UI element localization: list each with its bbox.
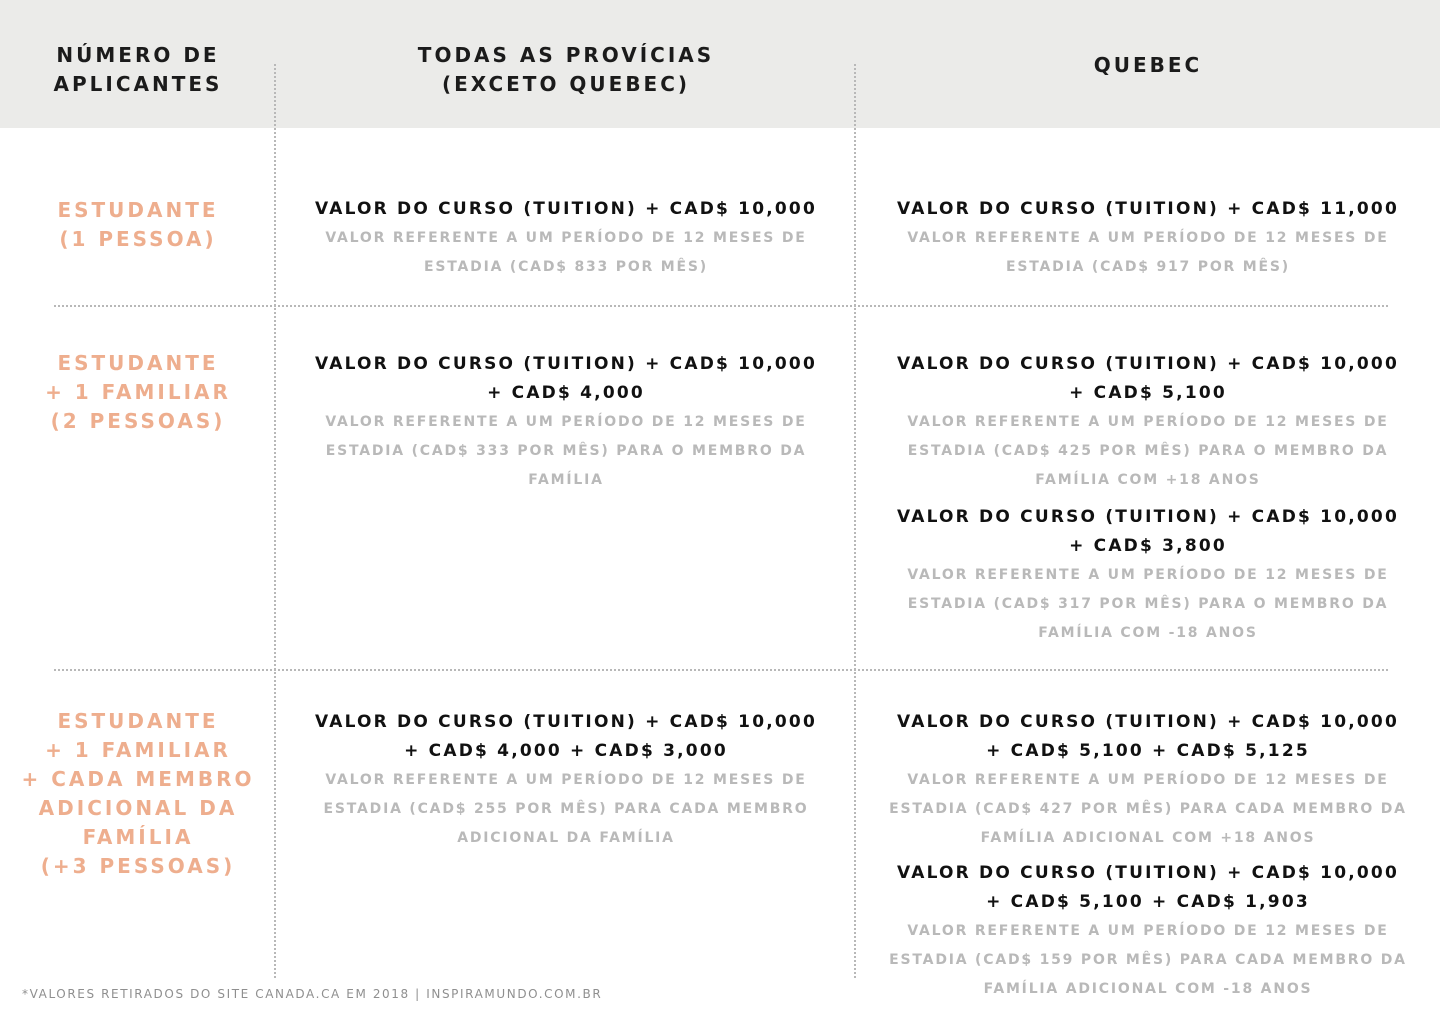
cost-note: FAMÍLIA ADICIONAL COM +18 ANOS [980, 830, 1316, 846]
cost-note: ESTADIA (CAD$ 427 POR MÊS) PARA CADA MEMBRO DA [889, 801, 1407, 817]
row-label-family [0, 707, 276, 881]
header-applicants-line: NÚMERO DE [56, 43, 220, 67]
cost-note: VALOR REFERENTE A UM PERÍODO DE 12 MESES DE [325, 414, 807, 430]
cost-note: FAMÍLIA COM +18 ANOS [1035, 472, 1261, 488]
row-divider [54, 305, 1388, 307]
cost-value: VALOR DO CURSO (TUITION) + CAD$ 10,000 [315, 712, 817, 732]
cost-block [276, 350, 856, 495]
cost-note: VALOR REFERENTE A UM PERÍODO DE 12 MESES DE [907, 230, 1389, 246]
cell-quebec-student [856, 195, 1440, 282]
cost-value: + CAD$ 4,000 + CAD$ 3,000 [404, 741, 728, 761]
source-footnote: *VALORES RETIRADOS DO SITE CANADA.CA EM 2018 | INSPIRAMUNDO.COM.BR [22, 987, 603, 1001]
row-label-line: ESTUDANTE [57, 198, 219, 222]
cost-value: + CAD$ 4,000 [487, 383, 645, 403]
cost-note: ESTADIA (CAD$ 317 POR MÊS) PARA O MEMBRO DA [907, 596, 1389, 612]
row-label-line: (1 PESSOA) [59, 227, 217, 251]
cell-provinces-student-plus-one [276, 350, 856, 495]
cost-note: FAMÍLIA [528, 472, 604, 488]
cost-value: VALOR DO CURSO (TUITION) + CAD$ 10,000 [315, 354, 817, 374]
cost-value: + CAD$ 5,100 [1069, 383, 1227, 403]
header-applicants [0, 41, 276, 99]
cost-value: VALOR DO CURSO (TUITION) + CAD$ 10,000 [897, 863, 1399, 883]
cell-quebec-family [856, 708, 1440, 1004]
cost-note: ESTADIA (CAD$ 917 POR MÊS) [1006, 259, 1290, 275]
cost-note: FAMÍLIA COM -18 ANOS [1038, 625, 1258, 641]
header-provinces-line: TODAS AS PROVÍCIAS [417, 43, 715, 67]
row-divider [54, 669, 1388, 671]
cost-block [856, 195, 1440, 282]
cost-block [276, 708, 856, 853]
cost-note: ESTADIA (CAD$ 425 POR MÊS) PARA O MEMBRO DA [907, 443, 1389, 459]
header-provinces-line: (EXCETO QUEBEC) [441, 72, 691, 96]
cost-block [856, 350, 1440, 495]
cost-note: ESTADIA (CAD$ 255 POR MÊS) PARA CADA MEMBRO [323, 801, 809, 817]
row-label-line: ESTUDANTE [57, 709, 219, 733]
cost-value: VALOR DO CURSO (TUITION) + CAD$ 10,000 [897, 354, 1399, 374]
cost-value: + CAD$ 5,100 + CAD$ 1,903 [986, 892, 1310, 912]
header-quebec [856, 51, 1440, 80]
cost-block [856, 859, 1440, 1004]
cost-note: VALOR REFERENTE A UM PERÍODO DE 12 MESES DE [325, 772, 807, 788]
row-label-line: + 1 FAMILIAR [45, 380, 231, 404]
cell-quebec-student-plus-one [856, 350, 1440, 648]
header-applicants-line: APLICANTES [53, 72, 223, 96]
cost-note: ESTADIA (CAD$ 333 POR MÊS) PARA O MEMBRO DA [325, 443, 807, 459]
cost-value: VALOR DO CURSO (TUITION) + CAD$ 10,000 [897, 507, 1399, 527]
row-label-line: (2 PESSOAS) [50, 409, 226, 433]
cost-value: VALOR DO CURSO (TUITION) + CAD$ 11,000 [897, 199, 1399, 219]
row-label-line: (+3 PESSOAS) [40, 854, 236, 878]
header-quebec-line: QUEBEC [1093, 53, 1203, 77]
row-label-line: + CADA MEMBRO [21, 767, 255, 791]
row-label-line: ESTUDANTE [57, 351, 219, 375]
cost-note: VALOR REFERENTE A UM PERÍODO DE 12 MESES DE [907, 923, 1389, 939]
cost-note: ESTADIA (CAD$ 159 POR MÊS) PARA CADA MEMBRO DA [889, 952, 1407, 968]
row-label-line: FAMÍLIA [82, 825, 194, 849]
row-label-line: ADICIONAL DA [38, 796, 238, 820]
cost-value: VALOR DO CURSO (TUITION) + CAD$ 10,000 [897, 712, 1399, 732]
cost-note: ADICIONAL DA FAMÍLIA [457, 830, 675, 846]
cell-provinces-family [276, 708, 856, 853]
cost-block [856, 503, 1440, 648]
row-label-line: + 1 FAMILIAR [45, 738, 231, 762]
cost-note: VALOR REFERENTE A UM PERÍODO DE 12 MESES DE [907, 414, 1389, 430]
cost-note: VALOR REFERENTE A UM PERÍODO DE 12 MESES DE [907, 772, 1389, 788]
row-label-student-plus-one [0, 349, 276, 436]
cost-block [276, 195, 856, 282]
cost-note: VALOR REFERENTE A UM PERÍODO DE 12 MESES DE [907, 567, 1389, 583]
cost-value: + CAD$ 5,100 + CAD$ 5,125 [986, 741, 1310, 761]
cost-note: FAMÍLIA ADICIONAL COM -18 ANOS [983, 981, 1313, 997]
cost-note: VALOR REFERENTE A UM PERÍODO DE 12 MESES DE [325, 230, 807, 246]
header-all-provinces [276, 41, 856, 99]
row-label-student [0, 196, 276, 254]
cost-note: ESTADIA (CAD$ 833 POR MÊS) [424, 259, 708, 275]
cost-value: VALOR DO CURSO (TUITION) + CAD$ 10,000 [315, 199, 817, 219]
cost-value: + CAD$ 3,800 [1069, 536, 1227, 556]
cost-block [856, 708, 1440, 853]
cell-provinces-student [276, 195, 856, 282]
